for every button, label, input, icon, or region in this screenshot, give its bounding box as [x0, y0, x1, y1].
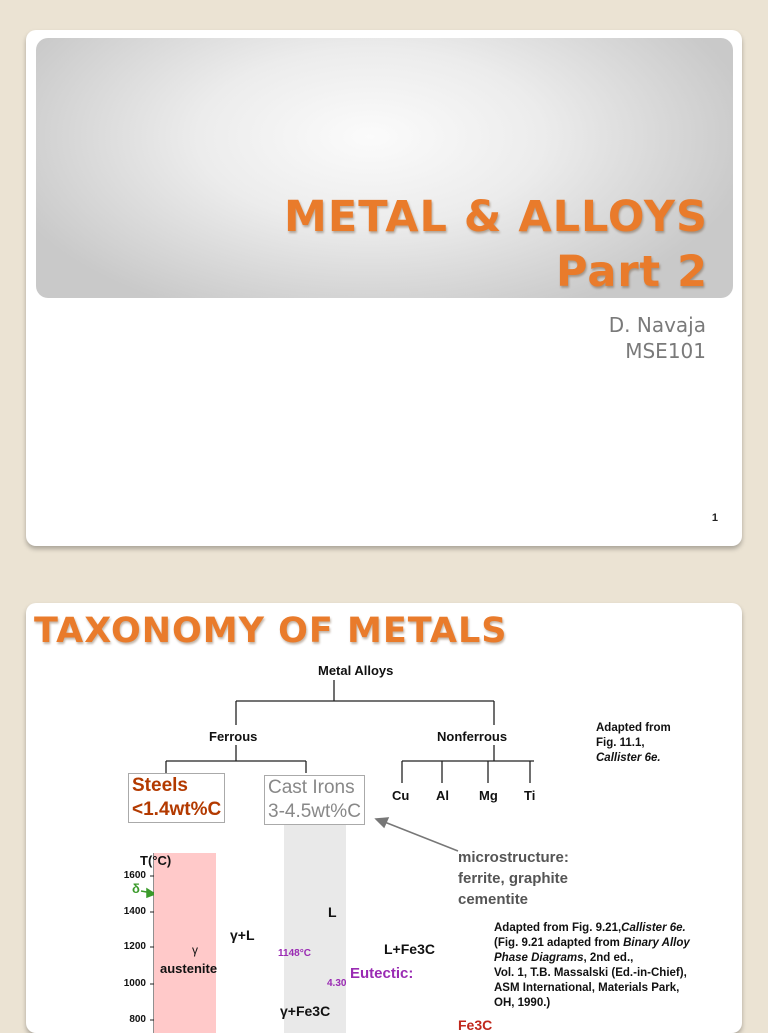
course-code: MSE101 — [625, 339, 706, 363]
delta-phase-label: δ — [132, 881, 140, 896]
tick-label: 1200 — [123, 941, 146, 952]
tree-leaf-cu: Cu — [392, 788, 410, 803]
tree-node-ferrous: Ferrous — [209, 729, 258, 744]
liquid-label: L — [328, 904, 337, 920]
tree-root-metal-alloys: Metal Alloys — [318, 663, 394, 678]
citation-line — [494, 951, 739, 966]
eutectic-label: Eutectic: — [350, 965, 414, 982]
citation-line — [494, 921, 739, 936]
citation-fig-9-21 — [494, 921, 739, 1011]
gamma-label: γ — [192, 943, 198, 957]
citation-line: OH, 1990.) — [494, 997, 551, 1009]
citation-line — [596, 751, 671, 766]
citation-italic: Callister 6e. — [596, 752, 661, 764]
title-slide — [26, 30, 742, 546]
cast-irons-range: 3-4.5wt%C — [268, 801, 361, 822]
title-line-1: METAL & ALLOYS — [284, 192, 708, 242]
citation-line — [494, 936, 739, 951]
citation-text: , 2nd ed., — [583, 952, 634, 964]
title-line-2: Part 2 — [555, 247, 708, 297]
microstructure-line: cementite — [458, 891, 529, 908]
tree-leaf-mg: Mg — [479, 788, 498, 803]
axis-label-temperature: T(°C) — [140, 853, 172, 868]
steel-region-band — [154, 853, 216, 1033]
slide-title: TAXONOMY OF METALS — [34, 611, 508, 651]
eutectic-temperature: 1148°C — [278, 948, 311, 959]
citation-fig-11-1 — [596, 721, 671, 766]
citation-line: Adapted from — [596, 722, 671, 734]
slide-subtitle — [609, 312, 706, 364]
author-name: D. Navaja — [608, 313, 706, 337]
microstructure-line: microstructure: — [458, 849, 569, 866]
microstructure-note — [458, 847, 569, 910]
tick-label: 1000 — [123, 978, 146, 989]
tree-leaf-al: Al — [436, 788, 449, 803]
steels-label-box — [128, 773, 225, 823]
gamma-cementite-label: γ+Fe3C — [280, 1003, 331, 1019]
tick-label: 1600 — [123, 870, 146, 881]
citation-line: Fig. 11.1, — [596, 737, 645, 749]
steels-range: <1.4wt%C — [132, 799, 222, 820]
slide-title — [284, 190, 708, 300]
citation-italic: Phase Diagrams — [494, 952, 584, 964]
taxonomy-slide — [26, 603, 742, 1033]
tree-leaf-ti: Ti — [524, 788, 536, 803]
tick-label: 1400 — [123, 906, 146, 917]
citation-line: Vol. 1, T.B. Massalski (Ed.-in-Chief), — [494, 967, 687, 979]
cast-irons-label-box — [264, 775, 365, 825]
citation-line: ASM International, Materials Park, — [494, 982, 680, 994]
microstructure-line: ferrite, graphite — [458, 870, 569, 887]
cementite-label: Fe3C — [458, 1017, 493, 1033]
citation-italic: Binary Alloy — [623, 937, 690, 949]
citation-text: Adapted from Fig. 9.21, — [494, 922, 622, 934]
cast-iron-region-band — [284, 825, 346, 1033]
slide-number: 1 — [711, 512, 718, 524]
citation-italic: Callister 6e. — [621, 922, 686, 934]
citation-text: (Fig. 9.21 adapted from — [494, 937, 620, 949]
gamma-liquid-label: γ+L — [230, 927, 255, 943]
cast-irons-label: Cast Irons — [268, 777, 355, 798]
liquid-cementite-label: L+Fe3C — [384, 941, 435, 957]
eutectic-composition: 4.30 — [327, 978, 347, 989]
steels-label: Steels — [132, 775, 188, 796]
tick-label: 800 — [129, 1014, 146, 1025]
tree-node-nonferrous: Nonferrous — [437, 729, 508, 744]
austenite-label: austenite — [160, 961, 218, 976]
